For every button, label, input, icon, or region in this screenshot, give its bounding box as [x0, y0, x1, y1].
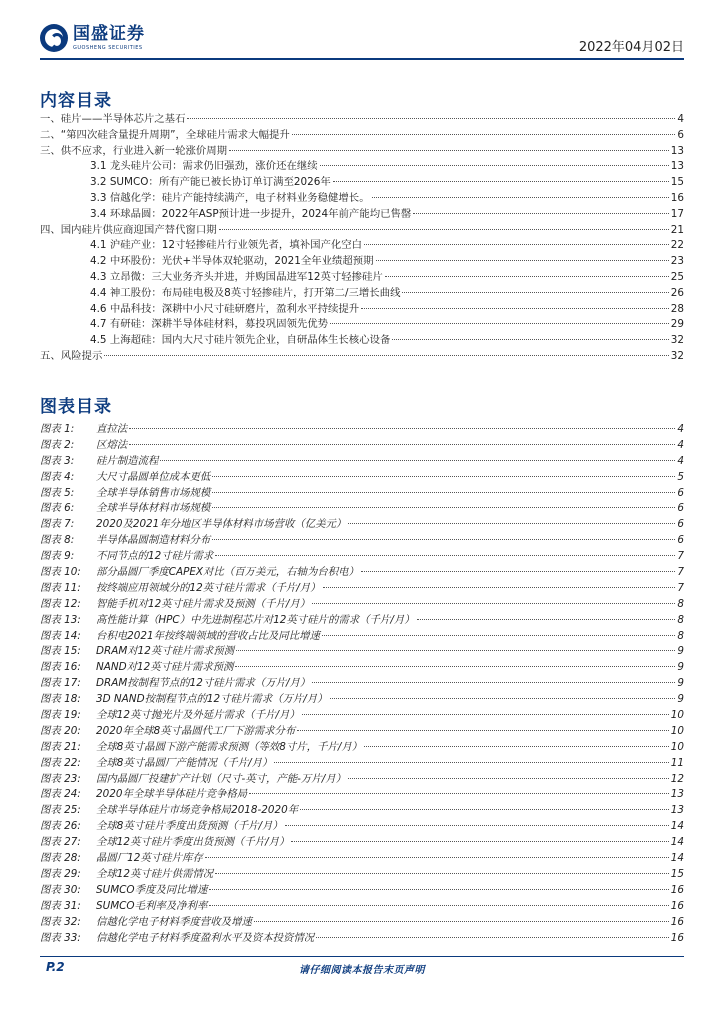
- figure-entry-page: 6: [677, 534, 684, 547]
- figure-entry-number: 图表 33:: [40, 931, 81, 944]
- toc-entry-page: 17: [670, 207, 684, 220]
- figure-entry-number: 图表 1:: [40, 423, 75, 435]
- figure-entry[interactable]: [40, 581, 684, 597]
- figure-entry-number: 图表 15:: [40, 645, 81, 658]
- figure-entry[interactable]: [40, 851, 684, 867]
- toc-entry-label: 3.1 龙头硅片公司：需求仍旧强劲，涨价还在继续: [90, 160, 318, 173]
- figures-title: 图表目录: [40, 397, 112, 417]
- toc-leader-dots: [330, 323, 669, 324]
- figure-entry-label: 全球8英寸硅片季度出货预测（千片/月）: [96, 820, 283, 833]
- toc-leader-dots: [219, 229, 669, 230]
- toc-entry[interactable]: [40, 159, 684, 175]
- toc-entry-label: 3.2 SUMCO：所有产能已被长协订单订满至2026年: [90, 176, 331, 189]
- figure-entry-page: 13: [670, 788, 684, 801]
- figure-entry-label: SUMCO季度及同比增速: [96, 883, 208, 896]
- toc-leader-dots: [402, 292, 668, 293]
- figure-entry-number: 图表 21:: [40, 740, 81, 753]
- figure-entry[interactable]: [40, 692, 684, 708]
- figure-entry-page: 15: [670, 867, 684, 880]
- toc-entry-page: 22: [670, 239, 684, 252]
- toc-entry-page: 25: [670, 270, 684, 283]
- figure-entry[interactable]: [40, 454, 684, 470]
- figure-entry-number: 图表 24:: [40, 788, 81, 801]
- figure-entry[interactable]: [40, 708, 684, 724]
- figure-leader-dots: [205, 857, 669, 858]
- toc-entry-page: 15: [670, 176, 684, 189]
- figure-leader-dots: [209, 905, 668, 906]
- figure-entry-number: 图表 2:: [40, 438, 75, 451]
- figure-entry-page: 4: [677, 438, 684, 451]
- figure-entry[interactable]: [40, 613, 684, 629]
- toc-entry-page: 29: [670, 318, 684, 331]
- toc-entry[interactable]: [40, 112, 684, 128]
- figure-entry-number: 图表 31:: [40, 899, 81, 912]
- toc-leader-dots: [372, 197, 669, 198]
- figure-entry-label: 信越化学电子材料季度盈利水平及资本投资情况: [96, 931, 315, 944]
- figure-entry[interactable]: [40, 740, 684, 756]
- header-divider: [40, 58, 684, 60]
- figure-entry-label: 2020及2021年分地区半导体材料市场营收（亿美元）: [96, 518, 347, 531]
- toc-entry-label: 三、供不应求，行业进入新一轮涨价周期: [40, 144, 228, 157]
- figure-leader-dots: [330, 698, 676, 699]
- figure-entry[interactable]: [40, 533, 684, 549]
- brand-name-en: GUOSHENG SECURITIES: [73, 45, 143, 51]
- toc-entry[interactable]: [40, 254, 684, 270]
- figure-entry-page: 7: [677, 550, 684, 563]
- figure-leader-dots: [300, 809, 669, 810]
- figure-leader-dots: [364, 746, 669, 747]
- figure-entry[interactable]: [40, 565, 684, 581]
- toc-entry-label: 3.3 信越化学：硅片产能持续满产，电子材料业务稳健增长。: [90, 191, 370, 204]
- figure-entry-number: 图表 11:: [40, 581, 81, 594]
- figure-entry[interactable]: [40, 803, 684, 819]
- figure-entry-number: 图表 6:: [40, 502, 75, 515]
- figure-entry-label: 全球8英寸晶圆厂产能情况（千片/月）: [96, 756, 273, 769]
- figure-entry-label: SUMCO毛利率及净利率: [96, 899, 208, 912]
- figure-entry[interactable]: [40, 517, 684, 533]
- figure-entry-number: 图表 22:: [40, 756, 81, 769]
- toc-entry-label: 四、国内硅片供应商迎国产替代窗口期: [40, 223, 217, 236]
- page-number: P.2: [46, 960, 65, 974]
- figure-leader-dots: [129, 428, 675, 429]
- toc-entry[interactable]: [40, 270, 684, 286]
- figure-leader-dots: [348, 523, 675, 524]
- figure-entry-page: 16: [670, 883, 684, 896]
- figure-entry-number: 图表 18:: [40, 693, 81, 706]
- toc-leader-dots: [292, 134, 676, 135]
- toc-entry-label: 4.1 沪硅产业：12寸轻掺硅片行业领先者，填补国产化空白: [90, 239, 363, 252]
- figure-leader-dots: [215, 555, 675, 556]
- list-of-figures: [40, 422, 684, 946]
- figure-entry[interactable]: [40, 660, 684, 676]
- toc-entry-label: 4.5 上海超硅：国内大尺寸硅片领先企业，自研晶体生长核心设备: [90, 334, 391, 347]
- figure-entry-page: 9: [677, 645, 684, 658]
- figure-leader-dots: [235, 666, 675, 667]
- figure-entry-number: 图表 12:: [40, 597, 81, 610]
- toc-leader-dots: [413, 213, 668, 214]
- figure-entry-page: 14: [670, 836, 684, 849]
- figure-entry-label: 国内晶圆厂投建扩产计划（尺寸-英寸，产能-万片/月）: [96, 772, 346, 785]
- figure-entry-number: 图表 28:: [40, 852, 81, 865]
- figure-entry[interactable]: [40, 915, 684, 931]
- company-logo: [40, 20, 145, 56]
- toc-entry-label: 4.2 中环股份：光伏+半导体双轮驱动，2021全年业绩超预期: [90, 255, 374, 268]
- figure-entry-label: 台积电2021年按终端领域的营收占比及同比增速: [96, 629, 320, 642]
- toc-leader-dots: [104, 355, 668, 356]
- figure-entry-number: 图表 5:: [40, 486, 75, 499]
- figure-entry[interactable]: [40, 883, 684, 899]
- figure-leader-dots: [160, 460, 675, 461]
- figure-entry-number: 图表 19:: [40, 709, 81, 722]
- figure-entry-page: 8: [677, 629, 684, 642]
- figure-leader-dots: [209, 889, 668, 890]
- figure-entry-number: 图表 27:: [40, 836, 81, 849]
- toc-entry-page: 21: [670, 223, 684, 236]
- figure-entry-page: 9: [677, 661, 684, 674]
- toc-leader-dots: [392, 339, 668, 340]
- figure-entry-page: 4: [677, 454, 684, 467]
- toc-entry[interactable]: [40, 223, 684, 239]
- figure-leader-dots: [322, 635, 676, 636]
- figure-leader-dots: [348, 778, 669, 779]
- figure-leader-dots: [249, 793, 669, 794]
- figure-entry-number: 图表 26:: [40, 820, 81, 833]
- figure-entry-number: 图表 3:: [40, 454, 75, 467]
- toc-entry-page: 28: [670, 302, 684, 315]
- figure-entry-page: 8: [677, 597, 684, 610]
- toc-entry[interactable]: [40, 207, 684, 223]
- toc-entry-page: 4: [677, 113, 684, 125]
- figure-entry[interactable]: [40, 787, 684, 803]
- contents-title: 内容目录: [40, 91, 112, 111]
- figure-entry-label: 不同节点的12寸硅片需求: [96, 550, 214, 563]
- figure-entry-number: 图表 4:: [40, 470, 75, 483]
- figure-entry-number: 图表 29:: [40, 867, 81, 880]
- figure-entry[interactable]: [40, 819, 684, 835]
- figure-entry-page: 10: [670, 709, 684, 722]
- figure-entry-page: 5: [677, 470, 684, 483]
- footer-divider: [40, 956, 684, 957]
- figure-entry-label: 硅片制造流程: [96, 454, 159, 467]
- toc-entry-label: 3.4 环球晶圆：2022年ASP预计进一步提升，2024年前产能均已售罄: [90, 207, 412, 220]
- report-date: 2022年04月02日: [578, 40, 684, 55]
- figure-entry-number: 图表 17:: [40, 677, 81, 690]
- figure-entry-label: 全球12英寸硅片供需情况: [96, 867, 214, 880]
- toc-entry-page: 23: [670, 255, 684, 268]
- toc-leader-dots: [187, 118, 675, 119]
- figure-entry[interactable]: [40, 724, 684, 740]
- figure-leader-dots: [361, 571, 675, 572]
- figure-entry[interactable]: [40, 756, 684, 772]
- figure-leader-dots: [312, 603, 675, 604]
- toc-leader-dots: [333, 181, 669, 182]
- figure-entry[interactable]: [40, 486, 684, 502]
- figure-leader-dots: [212, 507, 675, 508]
- figure-leader-dots: [285, 825, 669, 826]
- toc-entry-label: 4.3 立昂微：三大业务齐头并进，并购国晶进军12英寸轻掺硅片: [90, 270, 383, 283]
- figure-entry-page: 10: [670, 724, 684, 737]
- figure-entry-label: 全球半导体硅片市场竞争格局2018-2020年: [96, 804, 299, 817]
- figure-entry[interactable]: [40, 899, 684, 915]
- figure-entry-label: 部分晶圆厂季度CAPEX对比（百万美元，右轴为台积电）: [96, 566, 359, 579]
- figure-entry-number: 图表 13:: [40, 613, 81, 626]
- figure-entry[interactable]: [40, 931, 684, 947]
- figure-leader-dots: [316, 937, 669, 938]
- figure-entry-label: 智能手机对12英寸硅片需求及预测（千片/月）: [96, 597, 311, 610]
- figure-entry-page: 8: [677, 613, 684, 626]
- figure-entry-number: 图表 16:: [40, 661, 81, 674]
- figure-entry-label: NAND对12英寸硅片需求预测: [96, 661, 234, 674]
- figure-entry-page: 10: [670, 740, 684, 753]
- figure-leader-dots: [254, 921, 669, 922]
- brand-name-cn: 国盛证券: [73, 24, 145, 44]
- toc-entry[interactable]: [40, 238, 684, 254]
- figure-leader-dots: [236, 650, 675, 651]
- figure-leader-dots: [302, 714, 669, 715]
- figure-leader-dots: [215, 873, 669, 874]
- figure-entry-label: 全球12英寸抛光片及外延片需求（千片/月）: [96, 709, 300, 722]
- figure-entry[interactable]: [40, 422, 684, 438]
- figure-entry-number: 图表 7:: [40, 518, 75, 531]
- figure-entry-number: 图表 8:: [40, 534, 75, 547]
- toc-entry-label: 二、“第四次硅含量提升周期”，全球硅片需求大幅提升: [40, 128, 290, 141]
- figure-entry-label: 全球12英寸硅片季度出货预测（千片/月）: [96, 836, 290, 849]
- toc-entry-label: 五、风险提示: [40, 349, 103, 362]
- figure-entry-number: 图表 14:: [40, 629, 81, 642]
- page-header: [40, 20, 684, 56]
- toc-entry[interactable]: [40, 144, 684, 160]
- toc-entry-page: 13: [670, 160, 684, 173]
- figure-leader-dots: [274, 762, 668, 763]
- figure-entry-page: 11: [670, 756, 684, 769]
- figure-entry[interactable]: [40, 676, 684, 692]
- figure-entry-label: 直拉法: [96, 423, 128, 435]
- figure-entry-number: 图表 10:: [40, 566, 81, 579]
- figure-entry-label: DRAM按制程节点的12寸硅片需求（万片/月）: [96, 677, 311, 690]
- toc-entry-label: 4.4 神工股份：布局硅电极及8英寸轻掺硅片，打开第二/三增长曲线: [90, 286, 401, 299]
- toc-leader-dots: [364, 244, 669, 245]
- toc-entry-label: 4.7 有研硅：深耕半导体硅材料，募投巩固领先优势: [90, 318, 329, 331]
- figure-entry-label: 高性能计算（HPC）中先进制程芯片对12英寸硅片的需求（千片/月）: [96, 613, 415, 626]
- toc-entry[interactable]: [40, 191, 684, 207]
- figure-entry-page: 7: [677, 566, 684, 579]
- toc-leader-dots: [229, 150, 669, 151]
- figure-entry-page: 6: [677, 502, 684, 515]
- toc-leader-dots: [385, 276, 669, 277]
- figure-entry[interactable]: [40, 835, 684, 851]
- table-of-contents: [40, 112, 684, 365]
- figure-entry-page: 9: [677, 693, 684, 706]
- figure-entry-page: 16: [670, 931, 684, 944]
- figure-leader-dots: [212, 539, 675, 540]
- figure-entry-page: 14: [670, 852, 684, 865]
- toc-entry[interactable]: [40, 349, 684, 365]
- figure-leader-dots: [129, 444, 675, 445]
- figure-entry-page: 12: [670, 772, 684, 785]
- figure-entry-page: 7: [677, 581, 684, 594]
- figure-entry-page: 6: [677, 518, 684, 531]
- figure-entry-label: 大尺寸晶圆单位成本更低: [96, 470, 211, 483]
- figure-leader-dots: [291, 841, 668, 842]
- toc-entry-label: 一、硅片——半导体芯片之基石: [40, 113, 186, 125]
- figure-entry[interactable]: [40, 549, 684, 565]
- figure-leader-dots: [212, 492, 675, 493]
- figure-entry-page: 6: [677, 486, 684, 499]
- figure-entry-label: 全球半导体材料市场规模: [96, 502, 211, 515]
- toc-entry-page: 13: [670, 144, 684, 157]
- toc-leader-dots: [361, 308, 669, 309]
- figure-entry-label: 全球半导体销售市场规模: [96, 486, 211, 499]
- figure-entry[interactable]: [40, 644, 684, 660]
- figure-entry[interactable]: [40, 772, 684, 788]
- figure-entry-label: 区熔法: [96, 438, 128, 451]
- toc-entry-page: 26: [670, 286, 684, 299]
- toc-entry-page: 32: [670, 349, 684, 362]
- figure-entry-label: 全球8英寸晶圆下游产能需求预测（等效8寸片，千片/月）: [96, 740, 363, 753]
- toc-leader-dots: [376, 260, 669, 261]
- figure-entry-page: 16: [670, 899, 684, 912]
- figure-entry-number: 图表 20:: [40, 724, 81, 737]
- figure-entry-label: 按终端应用领域分的12英寸硅片需求（千片/月）: [96, 581, 321, 594]
- figure-entry[interactable]: [40, 629, 684, 645]
- figure-entry-page: 13: [670, 804, 684, 817]
- figure-entry-page: 4: [677, 423, 684, 435]
- toc-entry[interactable]: [40, 317, 684, 333]
- figure-leader-dots: [312, 682, 675, 683]
- figure-entry[interactable]: [40, 438, 684, 454]
- toc-entry-page: 32: [670, 334, 684, 347]
- figure-entry[interactable]: [40, 597, 684, 613]
- figure-entry-number: 图表 9:: [40, 550, 75, 563]
- figure-entry-number: 图表 23:: [40, 772, 81, 785]
- toc-entry-page: 6: [677, 128, 684, 141]
- figure-leader-dots: [323, 587, 676, 588]
- figure-entry-page: 14: [670, 820, 684, 833]
- figure-entry-label: 信越化学电子材料季度营收及增速: [96, 915, 252, 928]
- figure-leader-dots: [297, 730, 668, 731]
- toc-entry[interactable]: [40, 286, 684, 302]
- figure-entry-label: 2020年全球8英寸晶圆代工厂下游需求分布: [96, 724, 296, 737]
- footer-disclaimer: 请仔细阅读本报告末页声明: [299, 965, 425, 976]
- toc-entry[interactable]: [40, 333, 684, 349]
- toc-entry[interactable]: [40, 302, 684, 318]
- figure-entry-number: 图表 32:: [40, 915, 81, 928]
- figure-entry[interactable]: [40, 867, 684, 883]
- toc-entry-label: 4.6 中晶科技：深耕中小尺寸硅研磨片，盈利水平持续提升: [90, 302, 360, 315]
- figure-entry-page: 16: [670, 915, 684, 928]
- figure-leader-dots: [417, 619, 676, 620]
- toc-leader-dots: [320, 165, 669, 166]
- figure-entry-number: 图表 25:: [40, 804, 81, 817]
- figure-entry[interactable]: [40, 470, 684, 486]
- toc-entry-page: 16: [670, 191, 684, 204]
- figure-entry[interactable]: [40, 501, 684, 517]
- toc-entry[interactable]: [40, 128, 684, 144]
- figure-entry-label: DRAM对12英寸硅片需求预测: [96, 645, 235, 658]
- logo-emblem-icon: [40, 24, 68, 52]
- figure-entry-label: 晶圆厂12英寸硅片库存: [96, 852, 203, 865]
- figure-entry-label: 2020年全球半导体硅片竞争格局: [96, 788, 248, 801]
- toc-entry[interactable]: [40, 175, 684, 191]
- figure-entry-page: 9: [677, 677, 684, 690]
- figure-entry-label: 半导体晶圆制造材料分布: [96, 534, 211, 547]
- figure-entry-label: 3D NAND按制程节点的12寸硅片需求（万片/月）: [96, 693, 328, 706]
- figure-leader-dots: [212, 476, 675, 477]
- figure-entry-number: 图表 30:: [40, 883, 81, 896]
